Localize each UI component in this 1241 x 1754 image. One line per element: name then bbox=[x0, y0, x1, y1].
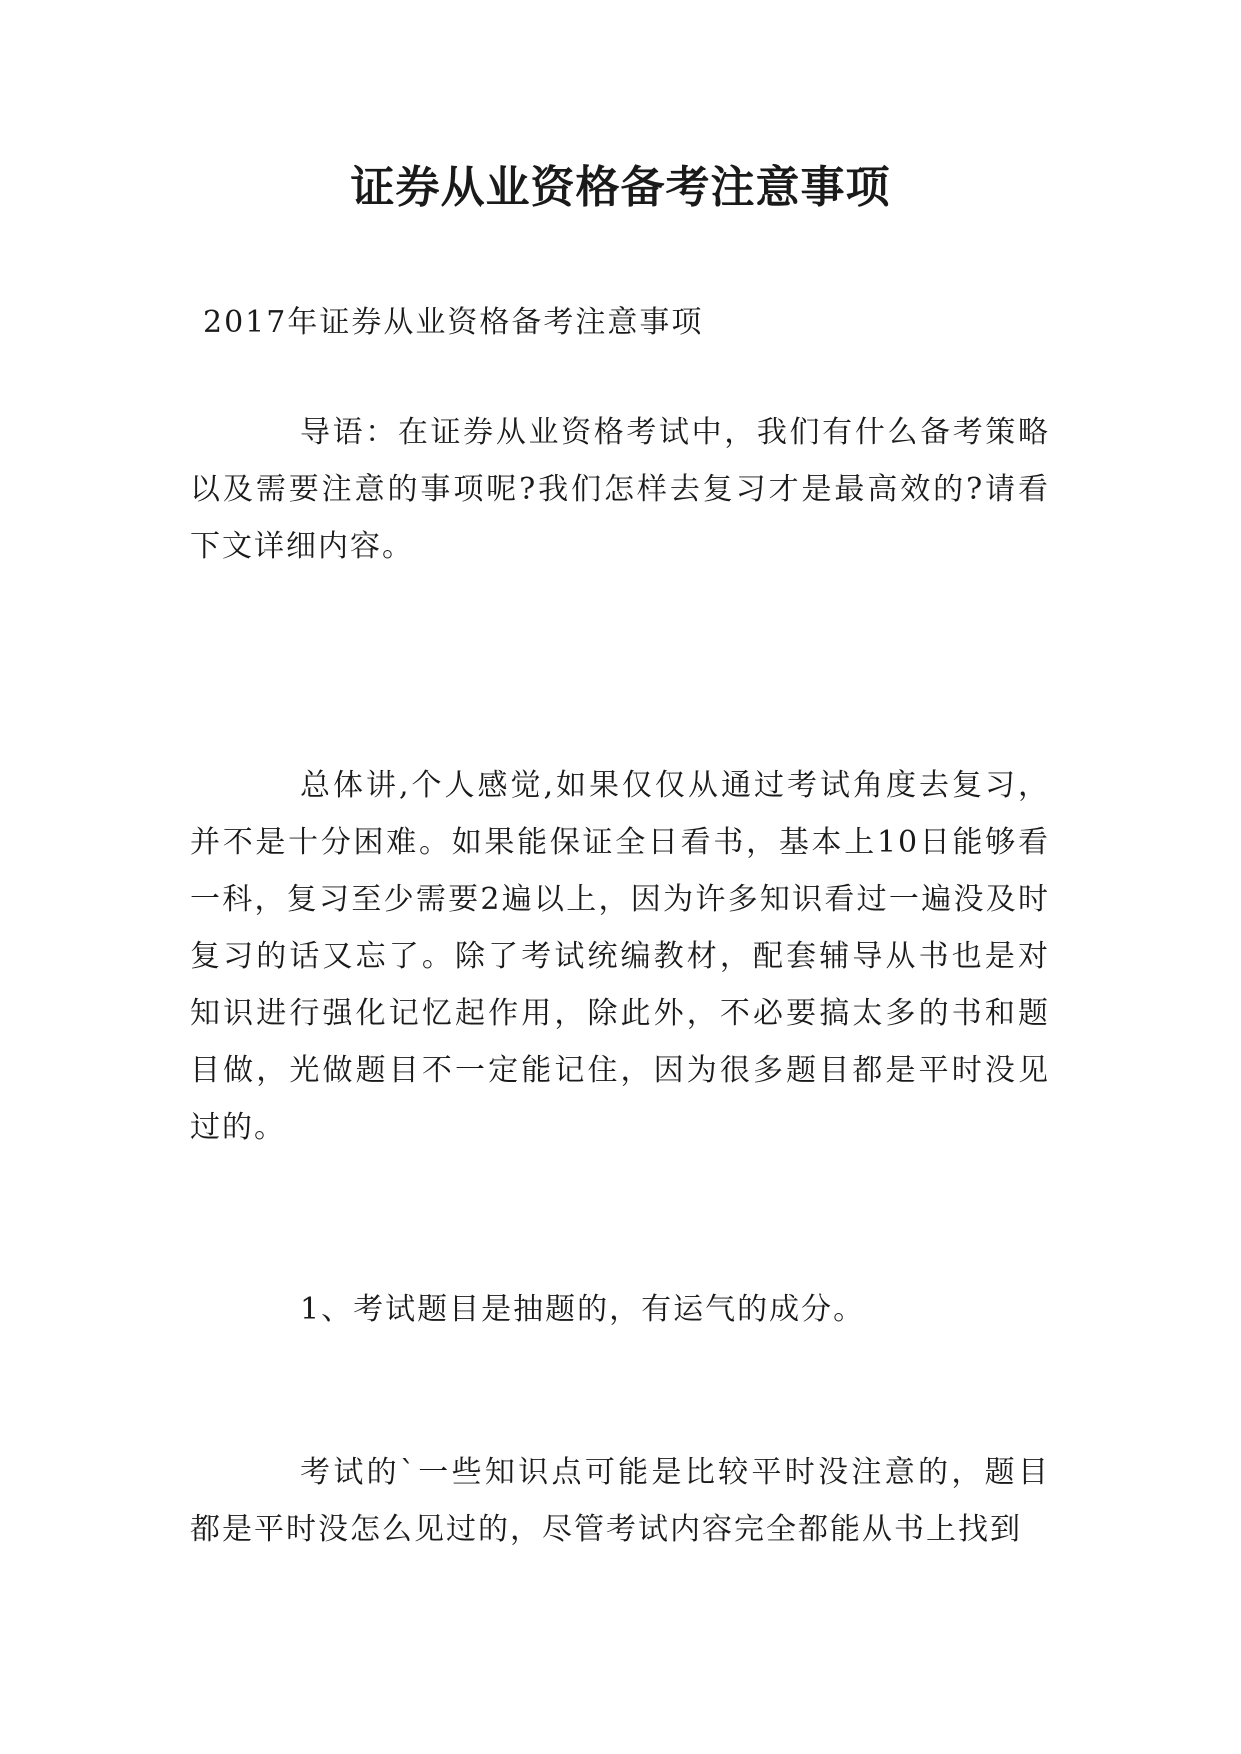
document-subtitle: 2017年证券从业资格备考注意事项 bbox=[203, 305, 704, 340]
paragraph-overall: 总体讲,个人感觉,如果仅仅从通过考试角度去复习，并不是十分困难。如果能保证全日看书，基本上10日能够看一科，复习至少需要2遍以上，因为许多知识看过一遍没及时复习的话又忘了。除了考试统编教材，配套辅导从书也是对知识进行强化记忆起作用，除此外，不必要搞太多的书和题目做，光做题目不一定能记住，因为很多题目都是平时没见过的。 bbox=[190, 768, 1050, 1145]
paragraph-intro: 导语：在证券从业资格考试中，我们有什么备考策略以及需要注意的事项呢?我们怎样去复习才是最高效的?请看下文详细内容。 bbox=[190, 415, 1050, 564]
paragraph-knowledge-point: 考试的`一些知识点可能是比较平时没注意的，题目都是平时没怎么见过的，尽管考试内容完全都能从书上找到 bbox=[190, 1455, 1050, 1547]
paragraph-item-1: 1、考试题目是抽题的，有运气的成分。 bbox=[300, 1292, 866, 1327]
document-title: 证券从业资格备考注意事项 bbox=[350, 162, 891, 213]
